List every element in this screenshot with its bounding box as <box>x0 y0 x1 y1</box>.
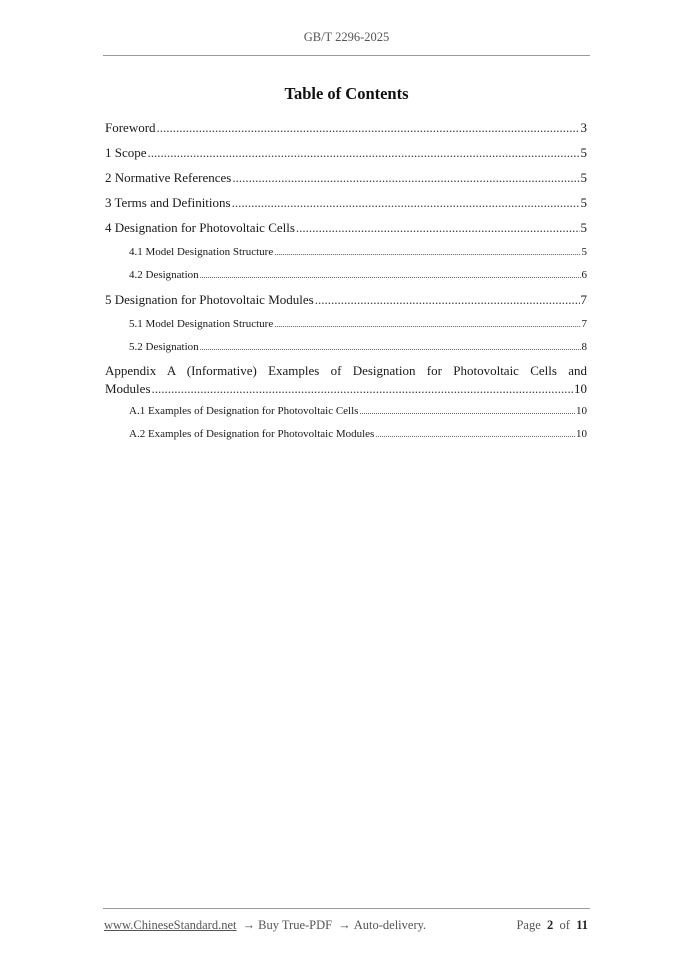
page-header-standard-code: GB/T 2296-2025 <box>303 30 390 44</box>
toc-entry-5-2-designation[interactable] <box>129 341 587 353</box>
toc-entry-designation-modules[interactable] <box>105 292 587 308</box>
toc-entry-page: 5 <box>580 170 587 185</box>
toc-entry-page: 5 <box>580 145 587 160</box>
toc-entry-label-line2 <box>105 380 587 398</box>
toc-entry-normative-references[interactable] <box>105 170 587 186</box>
toc-entry-label: 5.1 Model Designation Structure <box>129 318 274 330</box>
toc-entry-foreword[interactable] <box>105 120 587 136</box>
toc-entry-page: 7 <box>581 318 587 330</box>
toc-entry-label: Modules <box>105 381 151 396</box>
toc-dot-leader <box>232 195 580 211</box>
footer-divider <box>103 908 590 909</box>
toc-entry-4-2-designation[interactable] <box>129 269 587 281</box>
toc-title: Table of Contents <box>284 84 409 103</box>
toc-entry-label: A.2 Examples of Designation for Photovoltaic Modules <box>129 428 375 440</box>
toc-entry-page: 7 <box>580 292 587 307</box>
toc-entry-a-2-examples-modules[interactable] <box>129 428 587 440</box>
toc-entry-label-line1: Appendix A (Informative) Examples of Designation for Photovoltaic Cells and <box>105 363 587 378</box>
toc-entry-page: 8 <box>581 341 587 353</box>
header-divider <box>103 55 590 56</box>
toc-entry-scope[interactable] <box>105 145 587 161</box>
toc-entry-label: 4.1 Model Designation Structure <box>129 246 274 258</box>
toc-dot-leader <box>315 292 580 308</box>
toc-entry-label: 5 Designation for Photovoltaic Modules <box>105 292 314 307</box>
site-link[interactable]: www.ChineseStandard.net <box>104 918 237 932</box>
toc-entry-5-1-model-structure[interactable] <box>129 318 587 330</box>
toc-entry-page: 10 <box>576 428 587 440</box>
toc-entry-label: 5.2 Designation <box>129 341 199 353</box>
toc-dot-leader <box>200 341 581 353</box>
toc-dot-leader <box>375 428 575 440</box>
auto-delivery-text: Auto-delivery. <box>353 918 427 932</box>
toc-entry-4-1-model-structure[interactable] <box>129 246 587 258</box>
toc-entry-label: 4.2 Designation <box>129 269 199 281</box>
toc-entry-page: 5 <box>580 220 587 235</box>
toc-entry-page: 3 <box>580 120 587 135</box>
toc-entry-label: 4 Designation for Photovoltaic Cells <box>105 220 295 235</box>
arrow-right-icon: → <box>242 918 256 932</box>
toc-entry-page: 10 <box>576 405 587 417</box>
footer-promo <box>104 918 426 933</box>
toc-dot-leader <box>152 380 574 398</box>
page-footer <box>104 918 588 933</box>
of-word: of <box>559 918 570 932</box>
toc-dot-leader <box>200 269 581 281</box>
buy-true-pdf-text: Buy True-PDF <box>258 918 333 932</box>
toc-entry-label: 2 Normative References <box>105 170 232 185</box>
toc-dot-leader <box>296 220 580 236</box>
current-page-number: 2 <box>547 918 554 932</box>
toc-entry-page: 10 <box>574 381 587 396</box>
arrow-right-icon: → <box>338 918 351 932</box>
page-word: Page <box>516 918 541 932</box>
toc-dot-leader <box>274 318 580 330</box>
toc-dot-leader <box>148 145 580 161</box>
toc-entry-terms-definitions[interactable] <box>105 195 587 211</box>
toc-dot-leader <box>274 246 580 258</box>
toc-dot-leader <box>359 405 575 417</box>
toc-entry-a-1-examples-cells[interactable] <box>129 405 587 417</box>
toc-entry-page: 5 <box>580 195 587 210</box>
page-number <box>516 918 588 933</box>
toc-entry-appendix-a[interactable] <box>105 362 587 398</box>
toc-dot-leader <box>157 120 580 136</box>
toc-entry-label: A.1 Examples of Designation for Photovoltaic Cells <box>129 405 359 417</box>
toc-entry-label: Foreword <box>105 120 156 135</box>
toc-entry-label: 3 Terms and Definitions <box>105 195 231 210</box>
toc-entry-designation-cells[interactable] <box>105 220 587 236</box>
toc-entry-page: 6 <box>581 269 587 281</box>
total-pages-number: 11 <box>576 918 588 932</box>
toc-entry-page: 5 <box>581 246 587 258</box>
toc-dot-leader <box>232 170 579 186</box>
toc-entry-label: 1 Scope <box>105 145 147 160</box>
